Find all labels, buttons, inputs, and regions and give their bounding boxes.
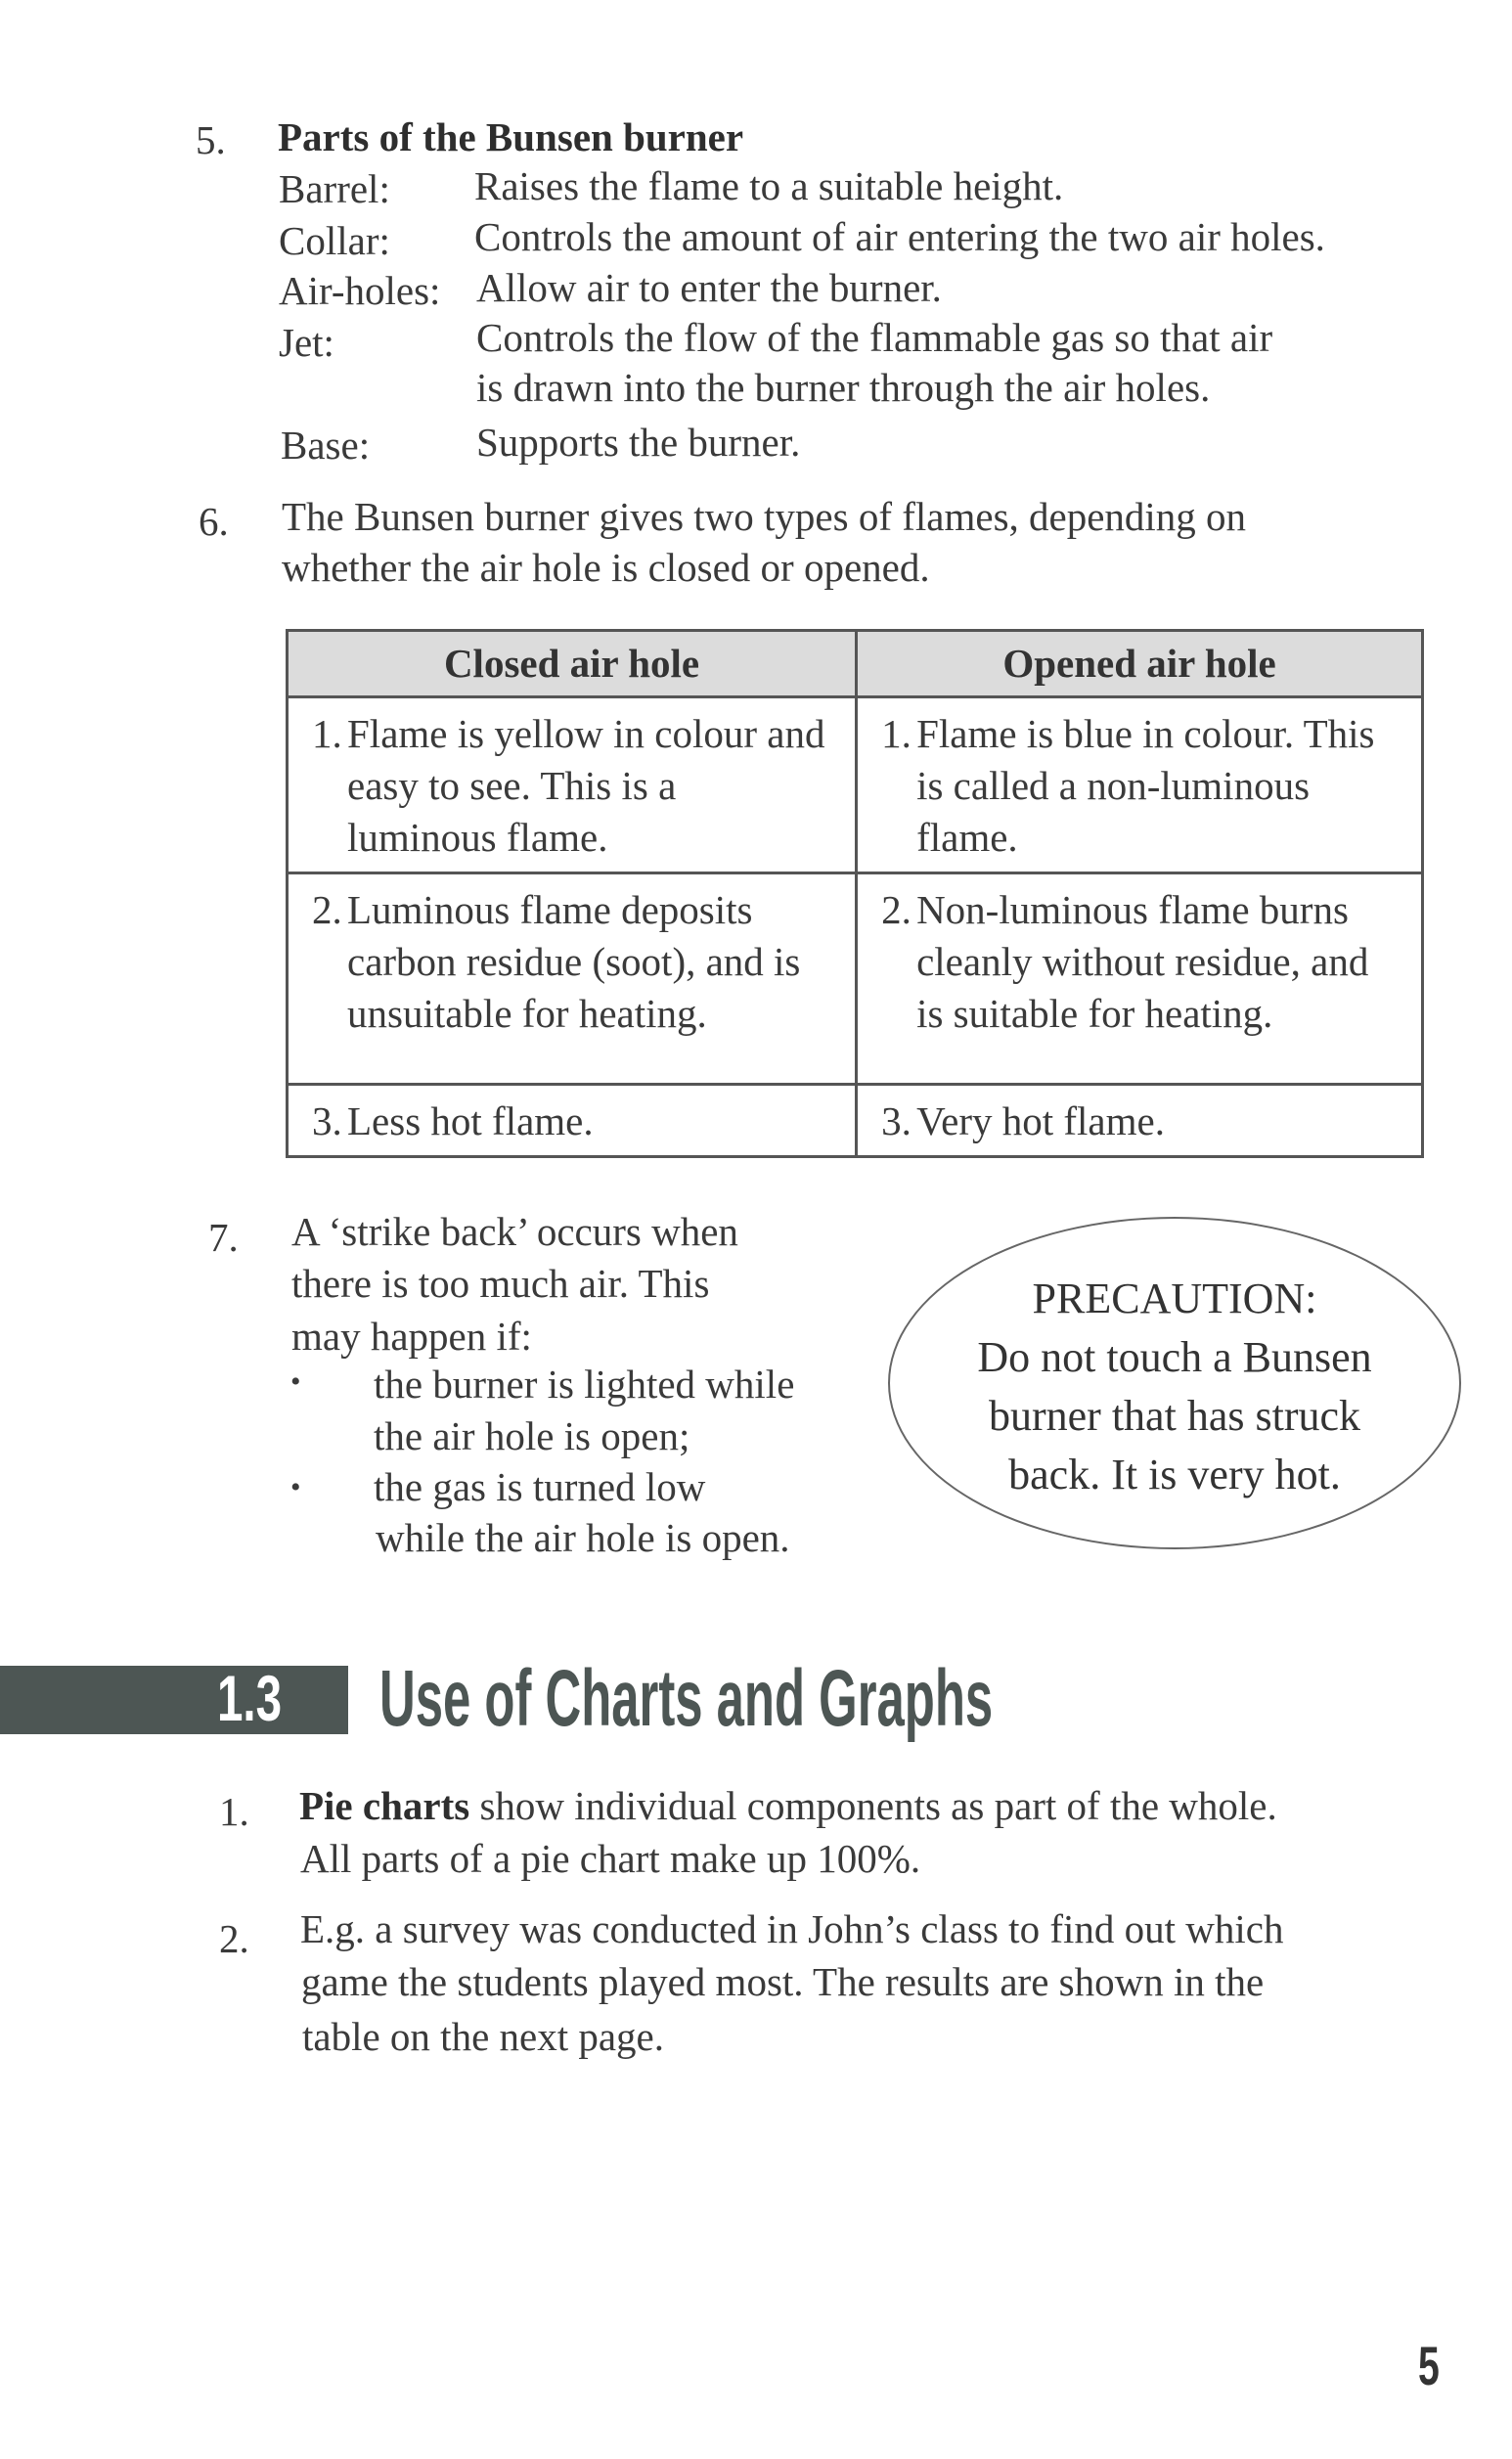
section-number: 1.3 <box>217 1662 283 1734</box>
bullet-line: the gas is turned low <box>374 1464 706 1509</box>
part-description: Controls the flow of the flammable gas so that air <box>476 315 1273 360</box>
table-row <box>288 1085 1423 1157</box>
part-label: Base: <box>281 423 371 468</box>
precaution-text: PRECAUTION: Do not touch a Bunsen burner that has struck back. It is very hot. <box>977 1274 1372 1498</box>
item-number: 2. <box>219 1916 249 1961</box>
paragraph-line: E.g. a survey was conducted in John’s class to find out which <box>300 1906 1284 1951</box>
paragraph-line: may happen if: <box>291 1314 532 1359</box>
bullet-line: the air hole is open; <box>374 1413 690 1458</box>
part-description: Supports the burner. <box>476 420 801 465</box>
item-number: 1. <box>219 1789 249 1834</box>
table-cell: 3. Less hot flame. <box>288 1085 857 1157</box>
part-label: Collar: <box>279 218 390 263</box>
paragraph-line: The Bunsen burner gives two types of flames, depending on <box>282 494 1247 539</box>
bullet-line: while the air hole is open. <box>376 1515 790 1560</box>
bullet-icon: • <box>290 1365 301 1398</box>
part-description: Allow air to enter the burner. <box>476 265 942 310</box>
paragraph-line: whether the air hole is closed or opened. <box>282 545 930 590</box>
paragraph-line: All parts of a pie chart make up 100%. <box>300 1836 921 1881</box>
part-description: Raises the flame to a suitable height. <box>474 163 1064 208</box>
table-cell: 1. Flame is yellow in colour and easy to see. This is a luminous flame. <box>288 697 857 873</box>
item-number: 7. <box>208 1215 239 1260</box>
section-heading: Parts of the Bunsen burner <box>278 114 744 159</box>
page-number: 5 <box>1418 2335 1440 2396</box>
item-number: 6. <box>199 499 229 544</box>
part-label: Jet: <box>279 320 334 365</box>
bullet-icon: • <box>290 1471 301 1503</box>
paragraph-line: there is too much air. This <box>291 1261 710 1306</box>
part-description: is drawn into the burner through the air holes. <box>476 365 1211 410</box>
table-cell: 2. Non-luminous flame burns cleanly without residue, and is suitable for heating. <box>857 873 1423 1085</box>
table-cell: 2. Luminous flame deposits carbon residue (soot), and is unsuitable for heating. <box>288 873 857 1085</box>
paragraph-line: Pie charts show individual components as part of the whole. <box>299 1783 1277 1828</box>
part-label: Air-holes: <box>279 268 441 313</box>
paragraph-line: table on the next page. <box>302 2014 665 2059</box>
section-title: Use of Charts and Graphs <box>379 1654 994 1743</box>
part-label: Barrel: <box>279 166 390 211</box>
table-header: Opened air hole <box>857 631 1423 697</box>
paragraph-line: game the students played most. The results are shown in the <box>301 1959 1265 2004</box>
part-description: Controls the amount of air entering the two air holes. <box>474 214 1325 259</box>
paragraph-line: A ‘strike back’ occurs when <box>291 1209 738 1254</box>
item-number: 5. <box>196 117 226 162</box>
table-row <box>288 873 1423 1085</box>
table-header: Closed air hole <box>288 631 857 697</box>
bullet-line: the burner is lighted while <box>374 1362 795 1407</box>
table-cell: 3. Very hot flame. <box>857 1085 1423 1157</box>
flame-comparison-table <box>286 629 1424 1158</box>
table-cell: 1. Flame is blue in colour. This is called a non-luminous flame. <box>857 697 1423 873</box>
table-row <box>288 697 1423 873</box>
section-number-band <box>0 1666 348 1734</box>
